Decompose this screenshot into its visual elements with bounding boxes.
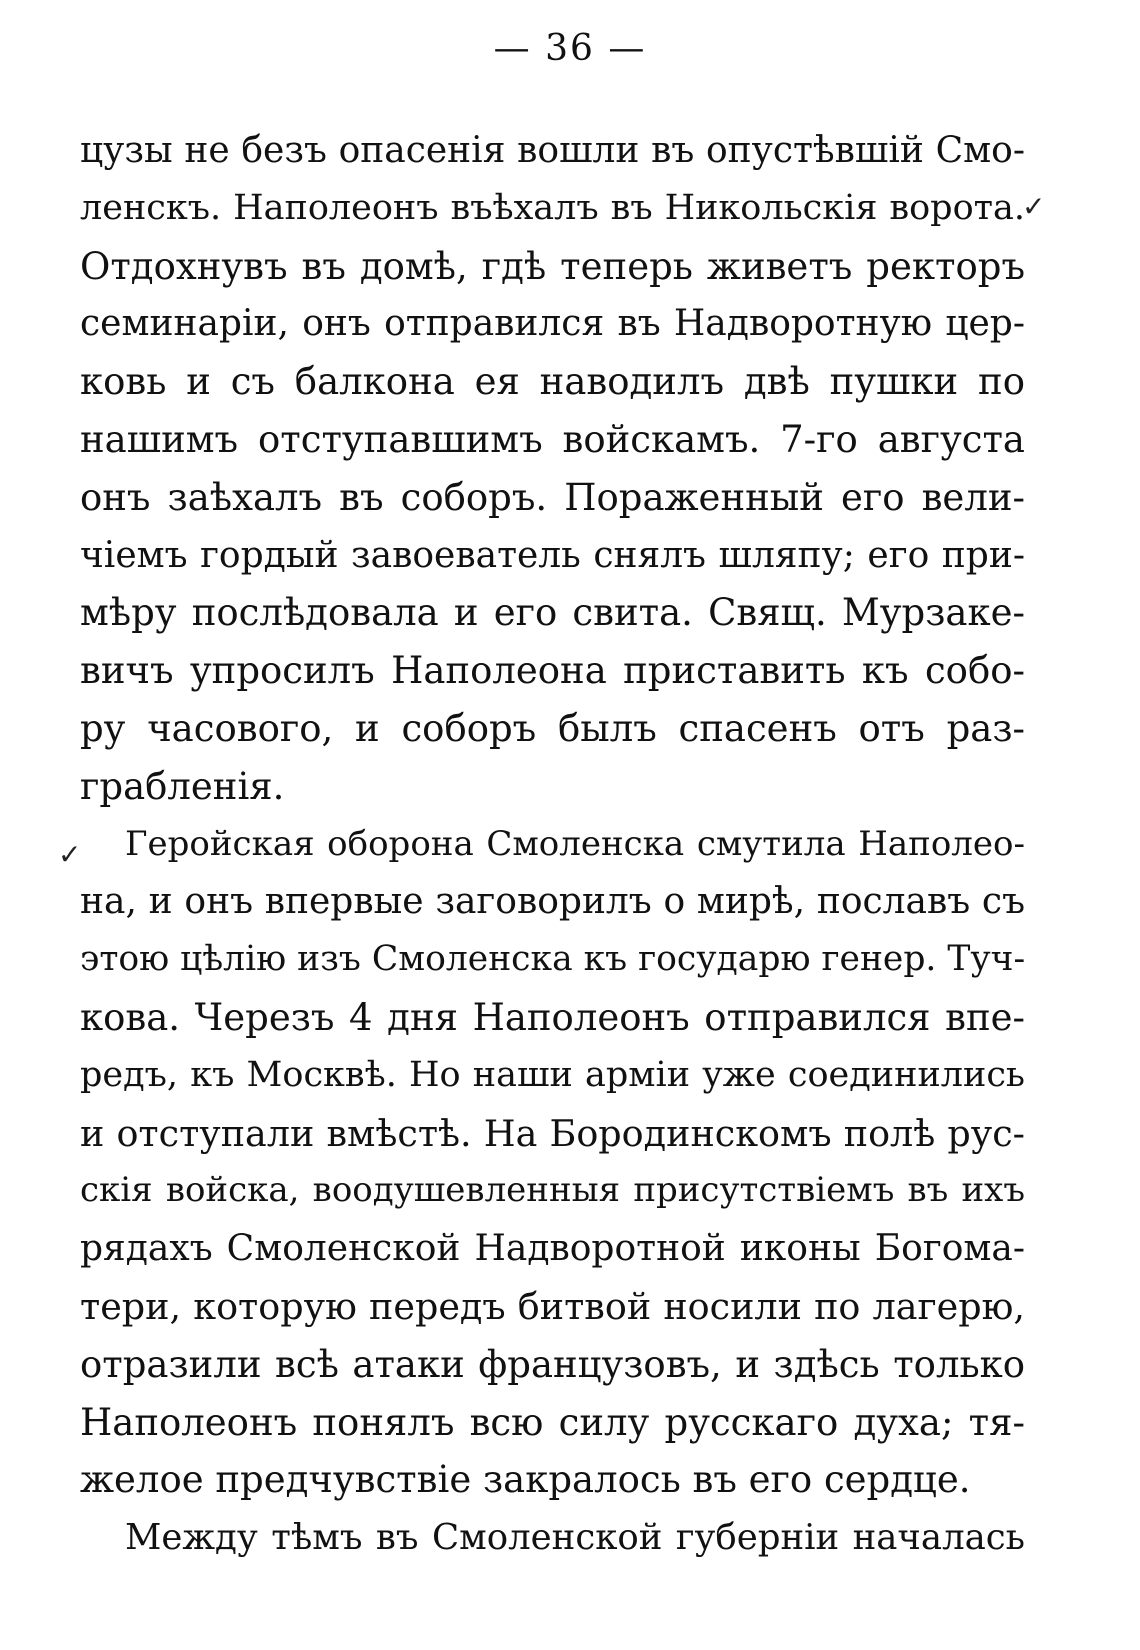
page-number: — 36 — [493,28,647,69]
paragraph [80,122,1025,816]
text-line: ленскъ. Наполеонъ въѣхалъ въ Никольскія ворота. [80,187,1025,228]
text-line: цузы не безъ опасенія вошли въ опустѣвшій Смо- [80,130,1025,171]
text-line: Геройская оборона Смоленска смутила Наполео- [125,823,1025,864]
text-line: на, и онъ впервые заговорилъ о мирѣ, пославъ съ [80,881,1025,923]
text-line: Между тѣмъ въ Смоленской губерніи началась [125,1517,1025,1559]
text-line: кова. Черезъ 4 дня Наполеонъ отправился впе- [80,995,1025,1039]
text-line: мѣру послѣдовала и его свита. Свящ. Мурзаке- [80,591,1025,635]
text-line: тери, которую передъ битвой носили по лагерю, [80,1284,1025,1328]
text-line: вичъ упросилъ Наполеона приставить къ собо- [80,649,1025,693]
text-line: ру часового, и соборъ былъ спасенъ отъ раз- [80,706,1025,750]
text-line: семинаріи, онъ отправился въ Надворотную цер- [80,303,1025,345]
paragraph [80,816,1025,1510]
text-line: грабленія. [80,764,285,808]
text-line: нашимъ отступавшимъ войскамъ. 7-го августа [80,417,1025,461]
text-line: онъ заѣхалъ въ соборъ. Пораженный его вели- [80,475,1025,519]
text-line: этою цѣлію изъ Смоленска къ государю генер. Туч- [80,939,1025,980]
text-line: отразили всѣ атаки французовъ, и здѣсь только [80,1342,1025,1386]
text-line: желое предчувствіе закралось въ его сердце. [80,1458,971,1502]
text-line: Отдохнувъ въ домѣ, гдѣ теперь живетъ ректоръ [80,244,1025,288]
text-line: чіемъ гордый завоеватель снялъ шляпу; его при- [80,534,1025,576]
text-line: скія войска, воодушевленныя присутствіемъ въ ихъ [80,1170,1025,1211]
body-text [80,122,1025,1567]
margin-checkmark-icon: ✓ [58,838,82,871]
paragraph [80,1509,1025,1567]
text-line: ковь и съ балкона ея наводилъ двѣ пушки по [80,360,1025,404]
text-line: и отступали вмѣстѣ. На Бородинскомъ полѣ рус- [80,1111,1025,1155]
text-line: Наполеонъ понялъ всю силу русскаго духа; тя- [80,1400,1025,1444]
margin-checkmark-icon: ✓ [1022,190,1046,223]
text-line: рядахъ Смоленской Надворотной иконы Богома- [80,1228,1025,1270]
text-line: редъ, къ Москвѣ. Но наши арміи уже соединились [80,1054,1025,1095]
